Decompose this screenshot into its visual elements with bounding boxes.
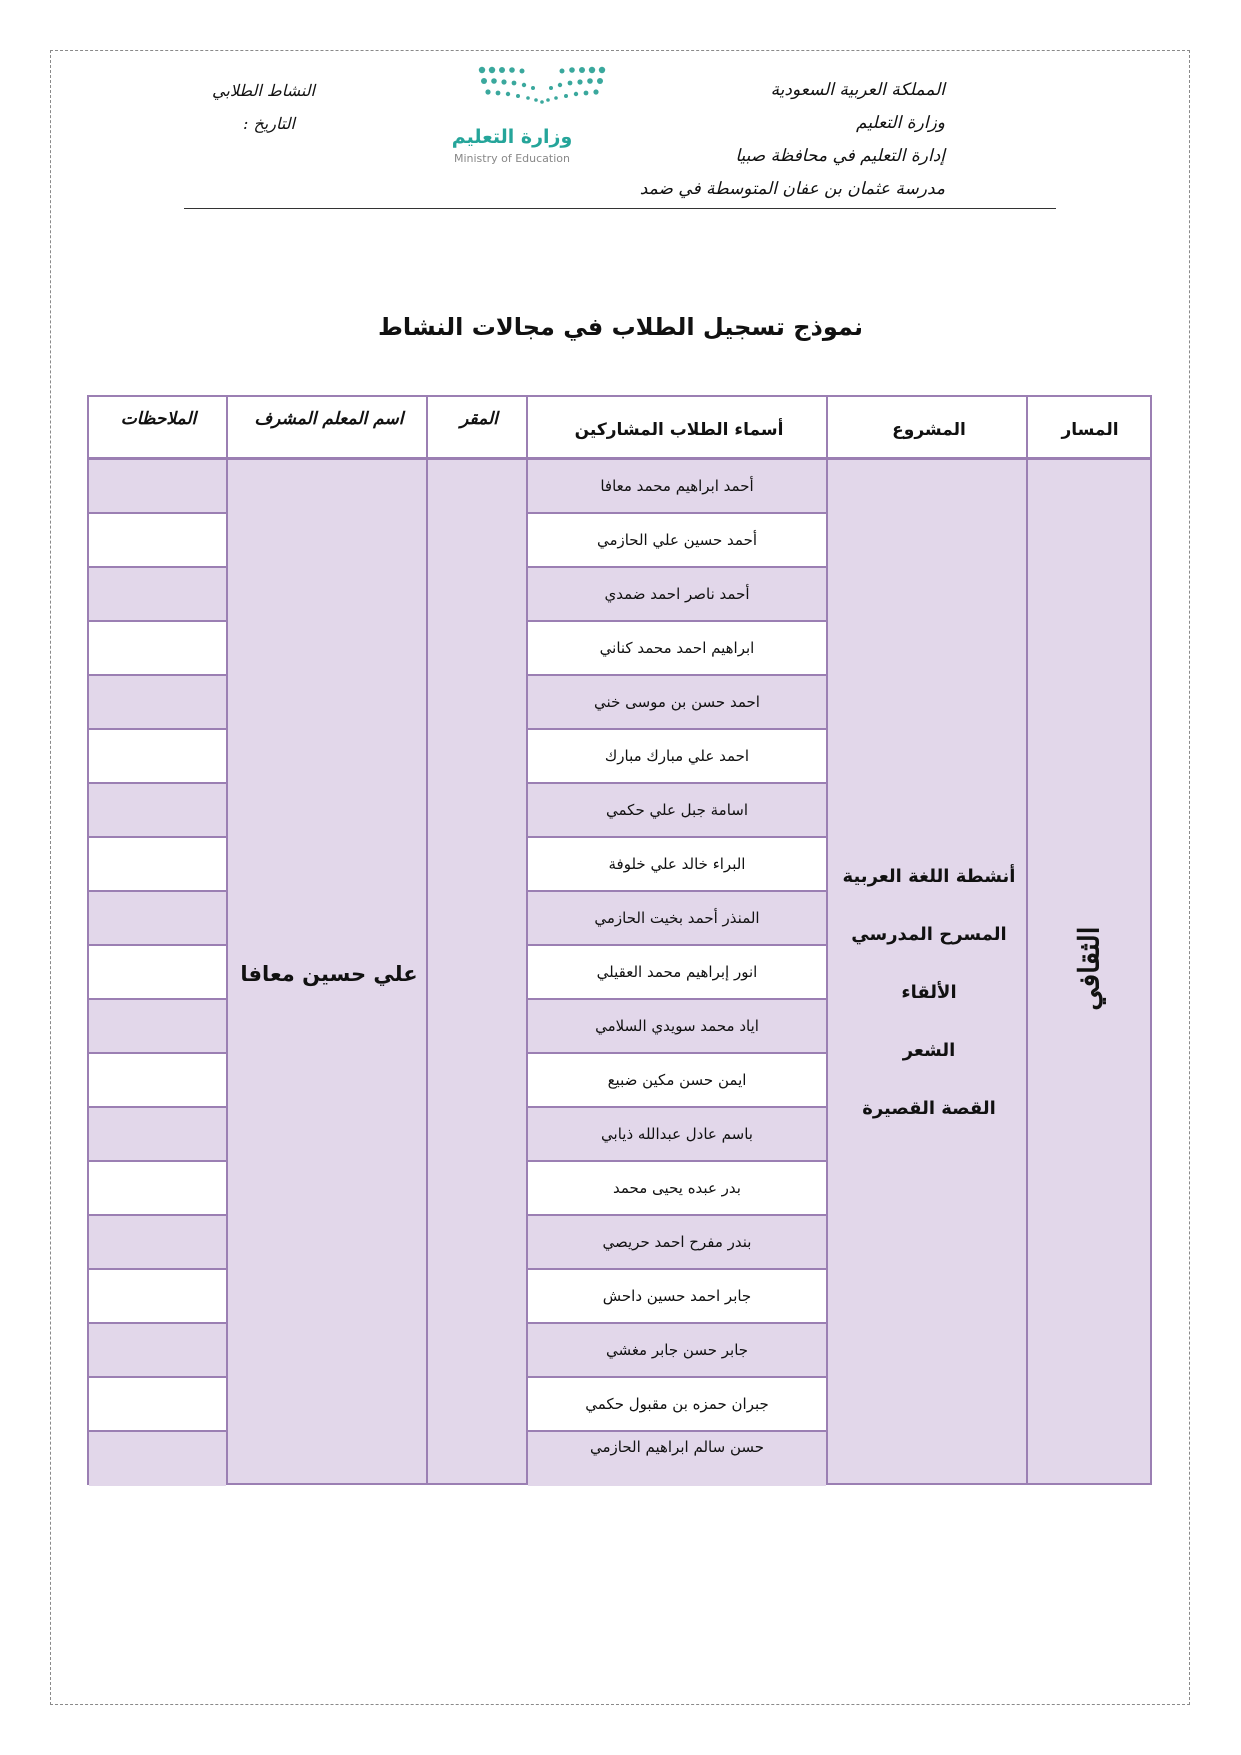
- student-name: ابراهيم احمد محمد كناني: [528, 622, 826, 676]
- project-item: المسرح المدرسي: [851, 924, 1007, 945]
- header-date-label: التاريخ :: [242, 114, 295, 133]
- student-name: بدر عبده يحيى محمد: [528, 1162, 826, 1216]
- student-name: بندر مفرح احمد حريصي: [528, 1216, 826, 1270]
- header-right: [640, 74, 945, 206]
- notes-cell[interactable]: [89, 1324, 226, 1378]
- header-students: أسماء الطلاب المشاركين: [574, 420, 784, 440]
- notes-cell[interactable]: [89, 1162, 226, 1216]
- teacher-name: علي حسين معافا: [240, 962, 418, 986]
- student-name: أحمد ناصر احمد ضمدي: [528, 568, 826, 622]
- ministry-logo: [432, 60, 652, 170]
- notes-cell[interactable]: [89, 730, 226, 784]
- notes-cell[interactable]: [89, 1054, 226, 1108]
- project-item: الألقاء: [901, 982, 957, 1003]
- location-column: [428, 460, 528, 1483]
- track-label: الثقافي: [1072, 926, 1106, 1011]
- student-name: باسم عادل عبدالله ذيابي: [528, 1108, 826, 1162]
- student-name: أحمد حسين علي الحازمي: [528, 514, 826, 568]
- page-title: نموذج تسجيل الطلاب في مجالات النشاط: [378, 313, 863, 341]
- header-project: المشروع: [892, 420, 966, 440]
- student-name: انور إبراهيم محمد العقيلي: [528, 946, 826, 1000]
- student-name: اياد محمد سويدي السلامي: [528, 1000, 826, 1054]
- notes-cell[interactable]: [89, 892, 226, 946]
- notes-cell[interactable]: [89, 1216, 226, 1270]
- student-name: أحمد ابراهيم محمد معافا: [528, 460, 826, 514]
- column-divider: [226, 397, 228, 1483]
- header-line-school: مدرسة عثمان بن عفان المتوسطة في ضمد: [639, 179, 945, 199]
- column-divider: [826, 397, 828, 1483]
- header-divider: [184, 208, 1056, 209]
- notes-cell[interactable]: [89, 514, 226, 568]
- notes-cell[interactable]: [89, 622, 226, 676]
- header-left: [185, 74, 315, 140]
- student-name: جابر احمد حسين داحش: [528, 1270, 826, 1324]
- notes-cell[interactable]: [89, 1000, 226, 1054]
- header-activity-title: النشاط الطلابي: [212, 81, 315, 100]
- student-name: جابر حسن جابر مغشي: [528, 1324, 826, 1378]
- student-name: ايمن حسن مكين ضبيع: [528, 1054, 826, 1108]
- header-line-kingdom: المملكة العربية السعودية: [770, 80, 945, 100]
- header-track: المسار: [1061, 420, 1119, 440]
- notes-cell[interactable]: [89, 676, 226, 730]
- notes-cell[interactable]: [89, 1378, 226, 1432]
- header-line-directorate: إدارة التعليم في محافظة صبيا: [735, 146, 945, 166]
- project-item: أنشطة اللغة العربية: [842, 866, 1016, 887]
- logo-dots-icon: [472, 60, 622, 120]
- header-notes: الملاحظات: [120, 409, 197, 429]
- project-list: [830, 848, 1028, 1138]
- notes-cell[interactable]: [89, 1432, 226, 1486]
- notes-cell[interactable]: [89, 784, 226, 838]
- student-name: احمد حسن بن موسى خني: [528, 676, 826, 730]
- student-name: البراء خالد علي خلوفة: [528, 838, 826, 892]
- header-location: المقر: [460, 409, 498, 429]
- notes-cell[interactable]: [89, 946, 226, 1000]
- project-item: الشعر: [902, 1040, 956, 1061]
- notes-cell[interactable]: [89, 460, 226, 514]
- logo-text-arabic: وزارة التعليم: [451, 126, 573, 148]
- header-line-ministry: وزارة التعليم: [856, 113, 945, 133]
- notes-cell[interactable]: [89, 838, 226, 892]
- column-divider: [426, 397, 428, 1483]
- student-name: المنذر أحمد بخيت الحازمي: [528, 892, 826, 946]
- student-name: حسن سالم ابراهيم الحازمي: [528, 1432, 826, 1486]
- notes-cell[interactable]: [89, 1270, 226, 1324]
- column-divider: [526, 397, 528, 1483]
- project-item: القصة القصيرة: [862, 1098, 996, 1119]
- registration-table: [87, 395, 1152, 1485]
- notes-cell[interactable]: [89, 568, 226, 622]
- student-name: اسامة جبل علي حكمي: [528, 784, 826, 838]
- header-teacher: اسم المعلم المشرف: [254, 409, 404, 429]
- notes-cell[interactable]: [89, 1108, 226, 1162]
- logo-text-english: Ministry of Education: [453, 152, 570, 165]
- student-name: جبران حمزه بن مقبول حكمي: [528, 1378, 826, 1432]
- student-name: احمد علي مبارك مبارك: [528, 730, 826, 784]
